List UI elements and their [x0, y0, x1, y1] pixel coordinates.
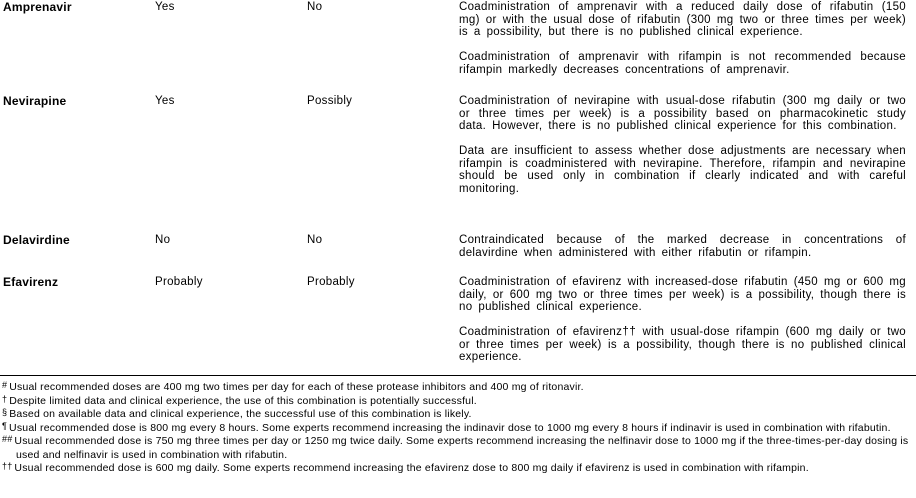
footnote-text: Despite limited data and clinical experience, the use of this combination is potentially successful.	[9, 394, 477, 407]
value2-cell: No	[307, 234, 323, 246]
footnote	[2, 395, 912, 409]
drug-name: Efavirenz	[3, 275, 59, 289]
comment-paragraph: Coadministration of amprenavir with a reduced daily dose of rifabutin (150 mg) or with the usual dose of rifabutin (300 mg two or three times per week) is a possibility, but there is no published clinical experience.	[459, 1, 906, 39]
footnote-symbol: †	[2, 393, 8, 404]
comment-paragraph: Contraindicated because of the marked decrease in concentrations of delavirdine when administered with either rifabutin or rifampin.	[459, 234, 906, 259]
drug-name: Delavirdine	[3, 233, 70, 247]
table-row-amprenavir	[0, 1, 916, 76]
comment-paragraph: Coadministration of amprenavir with rifampin is not recommended because rifampin markedly decreases concentrations of amprenavir.	[459, 51, 906, 76]
footnote	[2, 381, 912, 395]
footnote-text: Usual recommended doses are 400 mg two times per day for each of these protease inhibitors and 400 mg of ritonavir.	[9, 381, 584, 393]
comment-paragraph: Data are insufficient to assess whether dose adjustments are necessary when rifampin is coadministered with nevirapine. Therefore, rifampin and nevirapine should be used only in combination if clearly indicated and with careful monitoring.	[459, 145, 906, 196]
comment-paragraph: Coadministration of nevirapine with usual-dose rifabutin (300 mg daily or two or three times per week) is a possibility based on pharmacokinetic study data. However, there is no published clinical experience for this combination.	[459, 95, 906, 133]
footnote-symbol: ##	[2, 434, 13, 444]
value1-cell: Yes	[155, 1, 175, 13]
drug-name: Amprenavir	[3, 0, 72, 14]
footnote	[2, 462, 912, 476]
footnote	[2, 422, 912, 436]
value2-cell: No	[307, 1, 323, 13]
comments-cell	[459, 95, 916, 196]
drug-name: Nevirapine	[3, 94, 67, 108]
footnote-text: Usual recommended dose is 600 mg daily. Some experts recommend increasing the efavirenz dose to 800 mg daily if efavirenz is used in combination with rifampin.	[14, 462, 809, 474]
footnotes-section	[2, 381, 912, 476]
table-row-delavirdine	[0, 234, 916, 259]
value1-cell: Probably	[155, 276, 203, 288]
footnote-symbol: ¶	[2, 420, 8, 431]
comments-cell	[459, 276, 916, 364]
value2-cell: Possibly	[307, 95, 353, 107]
footnote	[2, 408, 912, 422]
footnote-divider-rule	[0, 375, 916, 376]
footnote-symbol: §	[2, 407, 8, 417]
value1-cell: No	[155, 234, 171, 246]
value1-cell: Yes	[155, 95, 175, 107]
footnote-text: Usual recommended dose is 750 mg three times per day or 1250 mg twice daily. Some experts recommend increasing the nelfinavir dose to 1000 mg if the three-times-per-day dosing is used and nelfinavir is used in combination with rifabutin.	[14, 435, 909, 461]
footnote-text: Usual recommended dose is 800 mg every 8 hours. Some experts recommend increasing the indinavir dose to 1000 mg every 8 hours if indinavir is used in combination with rifabutin.	[9, 421, 891, 434]
table-row-efavirenz	[0, 276, 916, 364]
comment-paragraph: Coadministration of efavirenz with increased-dose rifabutin (450 mg or 600 mg daily, or 600 mg two or three times per week) is a possibility, though there is no published clinical experience.	[459, 276, 906, 314]
comments-cell	[459, 1, 916, 76]
footnote-symbol: #	[2, 380, 8, 390]
footnote-text: Based on available data and clinical experience, the successful use of this combination is likely.	[9, 408, 472, 420]
comments-cell	[459, 234, 916, 259]
footnote-symbol: ††	[2, 461, 13, 471]
comment-paragraph: Coadministration of efavirenz†† with usual-dose rifampin (600 mg daily or two or three times per week) is a possibility, though there is no published clinical experience.	[459, 326, 906, 364]
value2-cell: Probably	[307, 276, 355, 288]
table-row-nevirapine	[0, 95, 916, 196]
footnote	[2, 435, 912, 462]
